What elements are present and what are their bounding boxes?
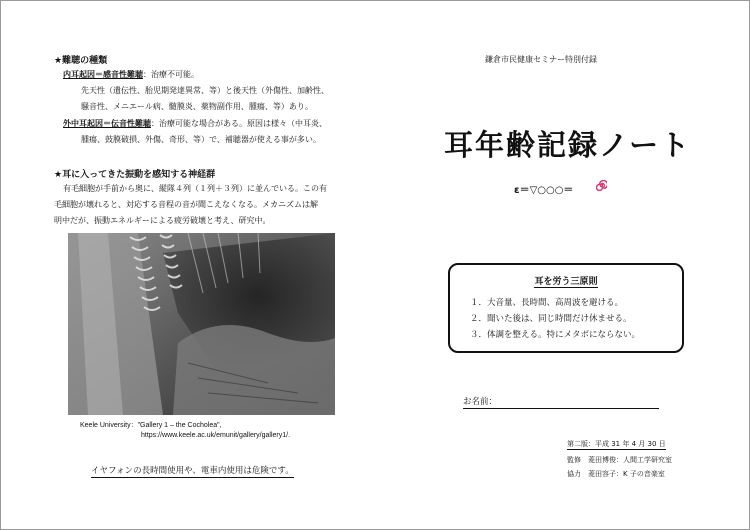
hearing-loss-types-heading: ★難聴の種類 [54,56,108,66]
seminar-label: 鎌倉市民健康セミナー特別付録 [485,55,597,64]
outer-ear-label: 外中耳起因＝伝音性難聴 [63,119,151,128]
inner-ear-line [63,69,199,80]
outer-ear-line [63,118,327,129]
image-credit-line2: https://www.keele.ac.uk/emunit/gallery/gallery1/. [141,432,291,439]
three-principles-title-text: 耳を労う三原則 [534,277,598,287]
supervision-credit: 監修 菱田博俊：人間工学研究室 [567,456,672,464]
inner-ear-line2: 先天性（遺伝性、胎児期発達異常、等）と後天性（外傷性、加齢性、 [81,86,329,95]
principle-3: ３．体調を整える。特にメタボにならない。 [470,330,641,340]
ear-formula: ε＝▽○○○＝ [514,185,574,196]
inner-ear-line3: 騒音性、メニエール病、髄膜炎、薬物副作用、腫瘍、等）あり。 [81,102,313,111]
booklet-title: 耳年齢記録ノート [444,128,692,162]
outer-ear-text: ：治療可能な場合がある。原因は様々（中耳炎、 [151,119,327,128]
nerve-paragraph-line1: 有毛細胞が手前から奥に、縦隊４列（１列＋３列）に並んでいる。この有 [63,184,327,193]
inner-ear-text: ：治療不可能。 [143,70,199,79]
cochlea-micrograph [68,233,335,415]
three-principles-title [450,274,682,287]
earphone-warning: イヤフォンの長時間使用や、電車内使用は危険です。 [91,466,294,476]
left-page [1,1,376,529]
principle-1: １．大音量、長時間、高周波を避ける。 [470,298,624,308]
nerve-paragraph-line2: 毛細胞が壊れると、対応する音程の音が聞こえなくなる。メカニズムは解 [54,200,318,209]
swirl-icon [596,180,607,191]
cooperation-credit: 協力 菱田容子：K 子の音楽室 [567,470,665,478]
inner-ear-label: 内耳起因＝感音性難聴 [63,70,143,79]
three-principles-box [448,263,684,353]
nerve-group-heading: ★耳に入ってきた振動を感知する神経群 [54,170,216,180]
edition-date: 第二版：平成 31 年 4 月 30 日 [567,440,666,448]
outer-ear-line2: 腫瘍、鼓膜破損、外傷、奇形、等）で、補聴器が使える事が多い。 [81,135,321,144]
principle-2: ２．聞いた後は、同じ時間だけ休ませる。 [470,314,632,324]
cochlea-micrograph-image [68,233,335,415]
image-credit-line1: Keele University："Gallery 1 – the Cocholea", [80,422,222,429]
nerve-paragraph-line3: 明中だが、振動エネルギーによる疲労破壊と考え、研究中。 [54,216,271,225]
name-field[interactable]: お名前： [463,395,659,409]
